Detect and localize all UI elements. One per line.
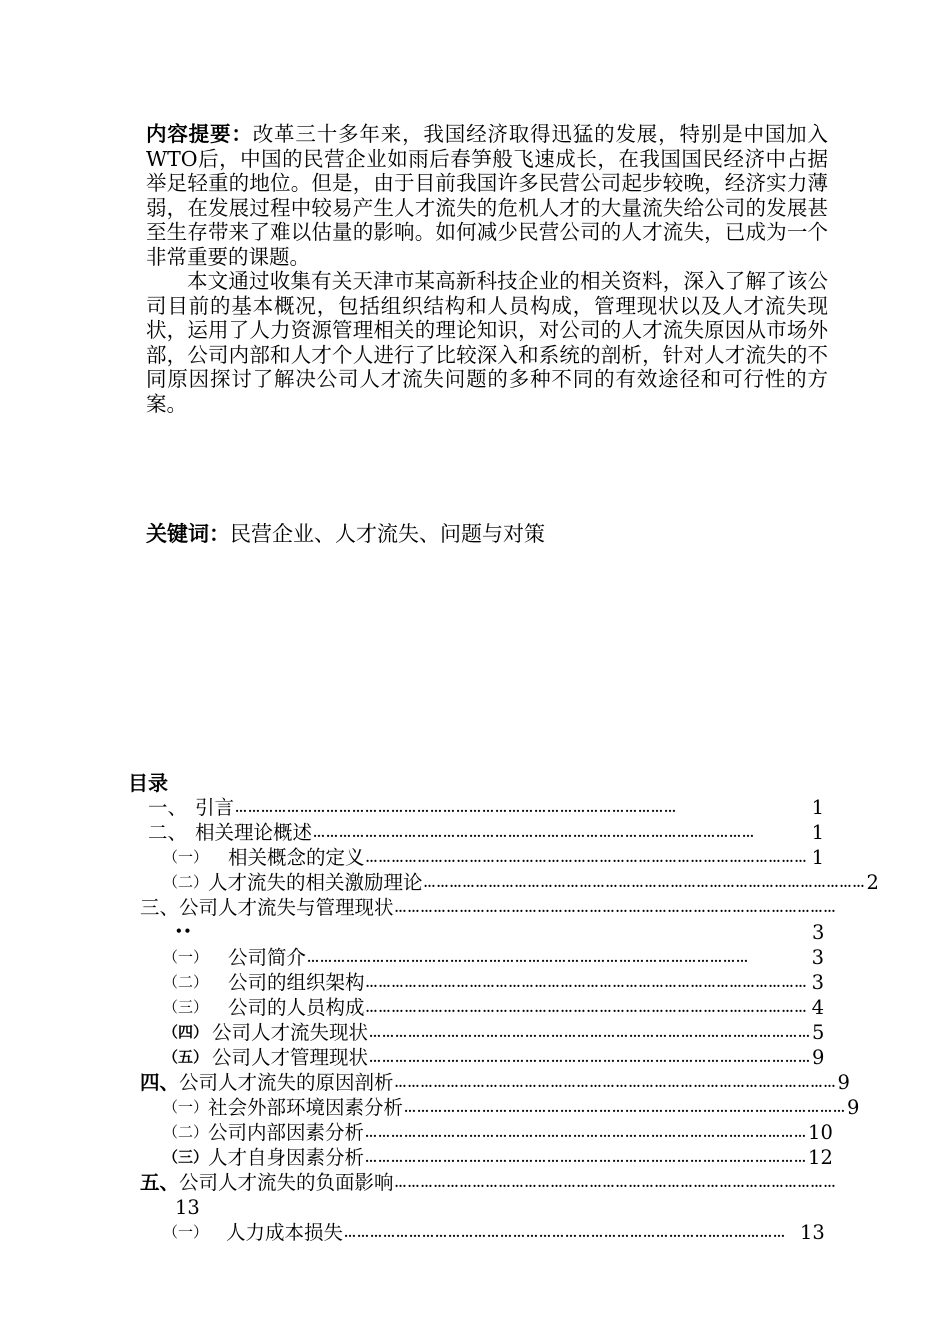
toc-entry-page: 2	[866, 871, 879, 894]
toc-entry[interactable]	[140, 1070, 850, 1095]
toc-leader-dots: …………………………………………………………………………………………	[423, 876, 866, 890]
toc-entry-number: （一）	[163, 1098, 209, 1116]
toc-entry-page: 10	[808, 1121, 833, 1144]
toc-entry-page: 12	[808, 1146, 833, 1169]
abstract-lead: 内容提要：	[146, 122, 253, 146]
toc-entry[interactable]	[148, 795, 824, 820]
toc-entry[interactable]	[163, 1045, 824, 1070]
toc-entry[interactable]	[148, 820, 824, 845]
toc-entry[interactable]	[163, 1095, 860, 1120]
toc-entry-number: （三）	[163, 1148, 209, 1166]
toc-entry[interactable]	[140, 1170, 837, 1195]
toc-entry-label: 公司简介	[228, 946, 307, 969]
toc-entry-number: （二）	[163, 873, 209, 891]
toc-entry[interactable]	[163, 995, 824, 1020]
toc-entry-page: 9	[837, 1071, 850, 1094]
toc-entry-page: 5	[812, 1021, 825, 1044]
toc-entry-label: 公司人才流失的负面影响	[179, 1171, 394, 1194]
toc-title: 目录	[128, 771, 168, 795]
toc-leader-dots: …………………………………………………………………………………………	[365, 1001, 808, 1015]
toc-leader-dots-wrap: ••	[175, 924, 193, 938]
toc-leader-dots: …………………………………………………………………………………………	[365, 851, 808, 865]
toc-entry-label: 相关概念的定义	[228, 846, 365, 869]
toc-entry-number: 一、	[148, 796, 188, 819]
toc-leader-dots: …………………………………………………………………………………………	[365, 1151, 808, 1165]
toc-leader-dots: …………………………………………………………………………………………	[365, 1126, 808, 1140]
toc-entry-page: 3	[812, 921, 825, 944]
toc-entry-number: 二、	[148, 821, 188, 844]
keywords-text: 民营企业、人才流失、问题与对策	[230, 522, 545, 546]
toc-entry-label: 人力成本损失	[225, 1221, 343, 1244]
toc-entry[interactable]	[163, 970, 824, 995]
toc-entry-label: 引言	[195, 796, 235, 819]
toc-entry-number: 三、	[140, 896, 180, 919]
abstract-text-1: 改革三十多年来，我国经济取得迅猛的发展，特别是中国加入WTO后，中国的民营企业如雨后春笋般飞速成长，在我国国民经济中占据举足轻重的地位。但是，由于目前我国许多民营公司起步较晚，经济实力薄弱，在发展过程中较易产生人才流失的危机人才的大量流失给公司的发展甚至生存带来了难以估量的影响。如何减少民营公司的人才流失，已成为一个非常重要的课题。	[146, 122, 829, 269]
toc-entry-number: （二）	[163, 973, 209, 991]
toc-leader-dots: …………………………………………………………………………………………	[369, 1026, 811, 1040]
toc-entry-number: 四、	[140, 1071, 180, 1094]
toc-entry[interactable]	[163, 870, 879, 895]
abstract-paragraph-2: 本文通过收集有关天津市某高新科技企业的相关资料，深入了解了该公司目前的基本概况，包括组织结构和人员构成，管理现状以及人才流失现状，运用了人力资源管理相关的理论知识，对公司的人才流失原因从市场外部，公司内部和人才个人进行了比较深入和系统的剖析，针对人才流失的不同原因探讨了解决公司人才流失问题的多种不同的有效途径和可行性的方案。	[146, 269, 828, 416]
toc-entry-label: 公司的人员构成	[228, 996, 365, 1019]
toc-leader-dots: …………………………………………………………………………………………	[307, 951, 750, 965]
toc-entry-page: 3	[811, 946, 824, 969]
toc-entry-number: （三）	[163, 998, 209, 1016]
toc-entry-label: 公司内部因素分析	[208, 1121, 365, 1144]
toc-entry-number: （一）	[163, 1223, 209, 1241]
toc-entry-number: （五）	[163, 1048, 209, 1066]
toc-entry-label: 公司人才流失与管理现状	[179, 896, 394, 919]
toc-entry-page: 1	[811, 821, 824, 844]
toc-entry-label: 公司人才流失现状	[211, 1021, 368, 1044]
toc-leader-dots: …………………………………………………………………………………………	[313, 826, 756, 840]
toc-entry-label: 公司人才流失的原因剖析	[179, 1071, 394, 1094]
toc-leader-dots: …………………………………………………………………………………………	[343, 1226, 786, 1240]
toc-entry-number: （一）	[163, 848, 209, 866]
toc-entry-label: 公司人才管理现状	[211, 1046, 368, 1069]
toc-leader-dots: …………………………………………………………………………………………	[394, 1076, 837, 1090]
toc-entry-label: 相关理论概述	[195, 821, 313, 844]
keywords-lead: 关键词：	[146, 521, 230, 546]
toc-entry-number: （一）	[163, 948, 209, 966]
toc-entry[interactable]	[163, 1220, 824, 1245]
toc-leader-dots: …………………………………………………………………………………………	[365, 976, 808, 990]
toc-entry[interactable]	[163, 845, 824, 870]
toc-leader-dots: …………………………………………………………………………………………	[235, 801, 678, 815]
toc-entry-page: 3	[811, 971, 824, 994]
toc-entry-label: 人才流失的相关激励理论	[208, 871, 423, 894]
toc-leader-dots: …………………………………………………………………………………………	[404, 1101, 847, 1115]
toc-entry[interactable]	[163, 1120, 833, 1145]
toc-entry-page: 13	[799, 1221, 825, 1244]
toc-entry-label: 人才自身因素分析	[208, 1146, 365, 1169]
toc-leader-dots: …………………………………………………………………………………………	[394, 901, 837, 915]
toc-entry-label: 社会外部环境因素分析	[208, 1096, 404, 1119]
toc-entry[interactable]	[140, 895, 837, 920]
toc-entry-page: 4	[811, 996, 824, 1019]
toc-entry-number: （二）	[163, 1123, 209, 1141]
toc-entry[interactable]	[163, 945, 824, 970]
toc-entry-page: 1	[811, 796, 824, 819]
toc-leader-dots: …………………………………………………………………………………………	[394, 1176, 837, 1190]
toc-entry[interactable]	[163, 1020, 824, 1045]
toc-entry-page: 1	[811, 846, 824, 869]
toc-entry-label: 公司的组织架构	[228, 971, 365, 994]
toc-entry-number: 五、	[140, 1171, 180, 1194]
toc-leader-dots: …………………………………………………………………………………………	[369, 1051, 811, 1065]
toc-entry[interactable]	[163, 1145, 833, 1170]
toc-entry-page: 13	[175, 1196, 200, 1219]
toc-entry-number: （四）	[163, 1023, 209, 1041]
toc-entry-page: 9	[812, 1046, 825, 1069]
toc-entry-page: 9	[847, 1096, 860, 1119]
